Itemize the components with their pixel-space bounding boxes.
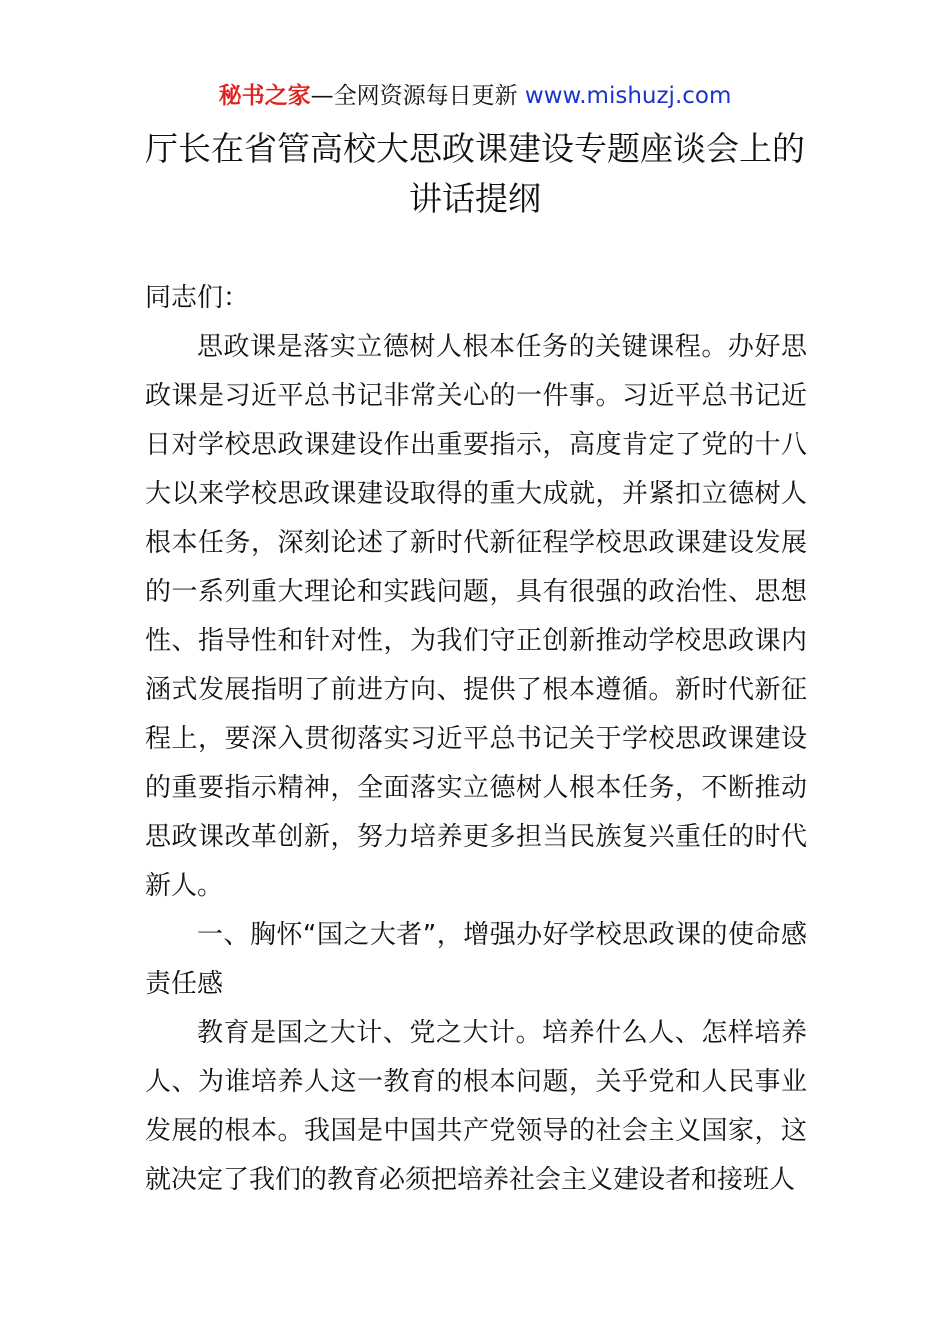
paragraph-section-1: 教育是国之大计、党之大计。培养什么人、怎样培养人、为谁培养人这一教育的根本问题，关乎党和人民事业发展的根本。我国是中国共产党领导的社会主义国家，这就决定了我们的教育必须把培养社会主义建设者和接班人 bbox=[145, 1018, 807, 1195]
site-slogan: —全网资源每日更新 bbox=[310, 83, 525, 109]
document-title bbox=[0, 124, 950, 224]
title-line-2: 讲话提纲 bbox=[409, 179, 541, 218]
title-line-1: 厅长在省管高校大思政课建设专题座谈会上的 bbox=[145, 129, 805, 168]
paragraph-intro: 思政课是落实立德树人根本任务的关键课程。办好思政课是习近平总书记非常关心的一件事。习近平总书记近日对学校思政课建设作出重要指示，高度肯定了党的十八大以来学校思政课建设取得的重大成就，并紧扣立德树人根本任务，深刻论述了新时代新征程学校思政课建设发展的一系列重大理论和实践问题，具有很强的政治性、思想性、指导性和针对性，为我们守正创新推动学校思政课内涵式发展指明了前进方向、提供了根本遵循。新时代新征程上，要深入贯彻落实习近平总书记关于学校思政课建设的重要指示精神，全面落实立德树人根本任务，不断推动思政课改革创新，努力培养更多担当民族复兴重任的时代新人。 bbox=[145, 332, 807, 901]
document-body bbox=[145, 274, 807, 1205]
salutation: 同志们： bbox=[145, 283, 250, 313]
site-url-link[interactable]: www.mishuzj.com bbox=[524, 83, 732, 109]
site-header bbox=[0, 80, 950, 112]
section-heading-1: 一、胸怀“国之大者”，增强办好学校思政课的使命感责任感 bbox=[145, 920, 807, 999]
site-brand: 秘书之家 bbox=[218, 83, 311, 109]
